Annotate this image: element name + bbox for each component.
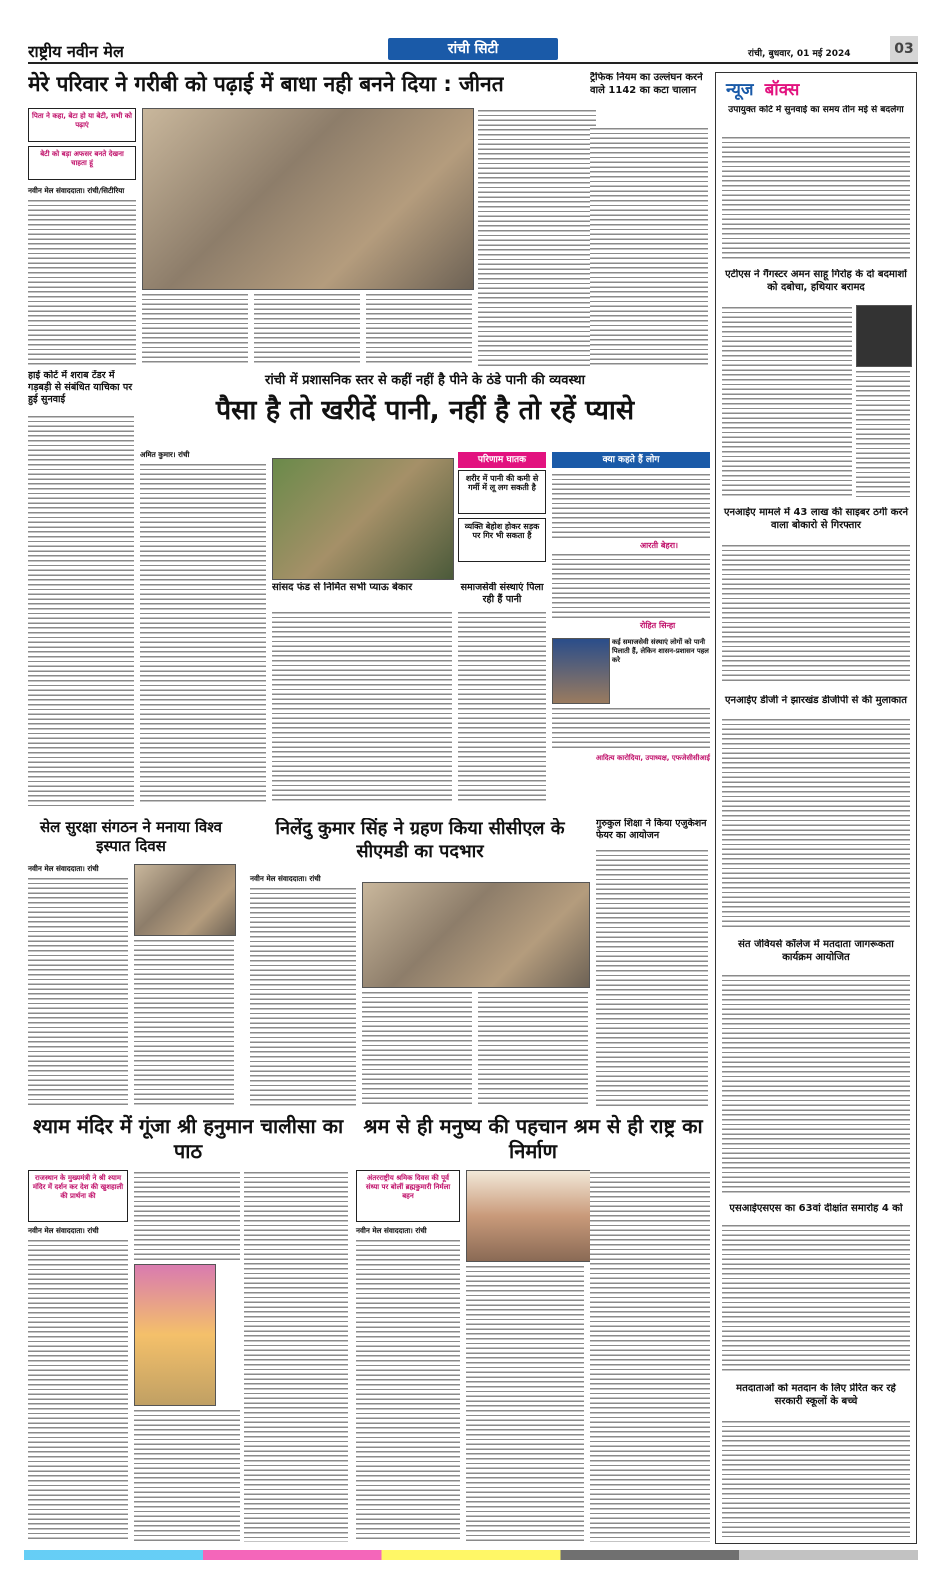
lead-quote-2: बेटी को बड़ा अफसर बनते देखना चाहता हूं xyxy=(28,146,136,180)
news-item-4-headline: एनआईए डीजी ने झारखंड डीजीपी से की मुलाकात xyxy=(725,695,907,706)
highcourt-headline: हाई कोर्ट में शराब टेंडर में गड़बड़ी से संबंधित याचिका पर हुई सुनवाई xyxy=(28,370,133,405)
temple-photo xyxy=(134,1264,216,1406)
traffic-story xyxy=(590,72,708,368)
temple-headline: श्याम मंदिर में गूंजा श्री हनुमान चालीसा का पाठ xyxy=(32,1114,344,1163)
official-quote: कई समाजसेवी संस्थाएं लोगों को पानी पिलाती हैं, लेकिन शासन-प्रशासन पहल करे xyxy=(612,638,709,664)
lead-headline: मेरे परिवार ने गरीबी को पढ़ाई में बाधा नही बनने दिया : जीनत xyxy=(28,72,504,96)
lead-body-col2 xyxy=(142,292,248,366)
person-2: रोहित सिन्हा xyxy=(640,621,676,630)
steel-photo xyxy=(134,864,236,936)
steel-story: सेल सुरक्षा संगठन ने मनाया विश्व इस्पात दिवस नवीन मेल संवाददाता। रांची xyxy=(28,818,234,1108)
gurukul-headline: गुरुकुल शिक्षा ने किया एजुकेशन फेयर का आयोजन xyxy=(596,818,707,841)
ngo-headline: समाजसेवी संस्थाएं पिला रही हैं पानी xyxy=(460,582,544,605)
lead-body-col5 xyxy=(478,108,596,366)
labour-photo xyxy=(466,1170,598,1262)
news-box xyxy=(715,72,917,1544)
temple-quote: राजस्थान के मुख्यमंत्री ने श्री श्याम मंदिर में दर्शन कर देश की खुशहाली की प्रार्थना की xyxy=(28,1170,128,1222)
water-photo xyxy=(272,458,454,580)
people-say-tag: क्या कहते हैं लोग xyxy=(552,452,710,468)
news-item-1-headline: उपायुक्त कोर्ट में सुनवाई का समय तीन मई से बदलेगा xyxy=(728,105,904,115)
traffic-headline: ट्रैफिक नियम का उल्लंघन करने वाले 1142 का कटा चालान xyxy=(590,72,703,96)
lead-body-col3 xyxy=(254,292,360,366)
water-kicker: रांची में प्रशासनिक स्तर से कहीं नहीं है पीने के ठंडे पानी की व्यवस्था xyxy=(265,373,585,388)
result-point-2: व्यक्ति बेहोश होकर सड़क पर गिर भी सकता है xyxy=(458,518,546,562)
dateline: रांची, बुधवार, 01 मई 2024 xyxy=(748,49,851,59)
ccl-photo xyxy=(362,882,590,988)
news-item-2-photo xyxy=(856,305,912,367)
labour-quote: अंतरराष्ट्रीय श्रमिक दिवस की पूर्व संध्या पर बोलीं ब्रह्मकुमारी निर्मला बहन xyxy=(356,1170,460,1222)
masthead xyxy=(28,36,918,66)
result-tag: परिणाम घातक xyxy=(458,452,546,468)
temple-story: श्याम मंदिर में गूंजा श्री हनुमान चालीसा का पाठ राजस्थान के मुख्यमंत्री ने श्री श्याम मंदिर में दर्शन कर देश की खुशहाली की प्रार्थना की नवीन मेल संवाददाता। रांची xyxy=(28,1114,348,1544)
color-bar xyxy=(24,1550,918,1560)
gurukul-story xyxy=(596,818,708,1108)
lead-quote-1: पिता ने कहा, बेटा हो या बेटी, सभी को पढ़ाएं xyxy=(28,108,136,142)
result-point-1: शरीर में पानी की कमी से गर्मी में लू लग सकती है xyxy=(458,470,546,514)
news-item-7-headline: मतदाताओं को मतदान के लिए प्रेरित कर रहे सरकारी स्कूलों के बच्चे xyxy=(736,1383,896,1407)
news-item-3-headline: एनआईए मामले में 43 लाख की साइबर ठगी करने वाला बोकारो से गिरफ्तार xyxy=(723,507,909,531)
page-number: 03 xyxy=(890,36,918,62)
labour-story: श्रम से ही मनुष्य की पहचान श्रम से ही राष्ट्र का निर्माण अंतरराष्ट्रीय श्रमिक दिवस की पूर्व संध्या पर बोलीं ब्रह्मकुमारी निर्मला बहन नवीन मेल संवाददाता। रांची xyxy=(356,1114,710,1544)
lead-body-col1 xyxy=(28,198,136,366)
lead-story xyxy=(28,70,598,368)
official-photo xyxy=(552,638,610,704)
water-byline: अमित कुमार। रांची xyxy=(140,450,190,459)
person-1: आरती बेहरा। xyxy=(640,541,679,550)
paper-name: राष्ट्रीय नवीन मेल xyxy=(28,42,124,61)
highcourt-story xyxy=(28,370,134,810)
water-photo-caption: सांसद फंड से निर्मित सभी प्याऊ बेकार xyxy=(272,582,413,593)
labour-headline: श्रम से ही मनुष्य की पहचान श्रम से ही राष्ट्र का निर्माण xyxy=(363,1114,703,1163)
water-story xyxy=(140,370,710,810)
official-name: आदित्य कारोदिया, उपाध्यक्ष, एफजेसीसीआई xyxy=(595,754,710,762)
lead-body-col4 xyxy=(366,292,472,366)
ccl-story: निलेंदु कुमार सिंह ने ग्रहण किया सीसीएल के सीएमडी का पदभार नवीन मेल संवाददाता। रांची xyxy=(250,818,590,1108)
news-item-6-headline: एसआईएसएस का 63वां दीक्षांत समारोह 4 को xyxy=(729,1203,903,1214)
water-headline: पैसा है तो खरीदें पानी, नहीं है तो रहें प्यासे xyxy=(215,395,635,426)
news-item-2-headline: एटीएस ने गैंगस्टर अमन साहू गिरोह के दो बदमाशों को दबोचा, हथियार बरामद xyxy=(725,269,907,293)
news-box-header: न्यूज बॉक्स xyxy=(726,80,800,100)
steel-headline: सेल सुरक्षा संगठन ने मनाया विश्व इस्पात दिवस xyxy=(40,818,222,855)
news-item-5-headline: संत जेवियर्स कॉलेज में मतदाता जागरूकता कार्यक्रम आयोजित xyxy=(738,939,894,963)
ccl-headline: निलेंदु कुमार सिंह ने ग्रहण किया सीसीएल के सीएमडी का पदभार xyxy=(275,818,565,862)
lead-byline: नवीन मेल संवाददाता। रांची/सिटीरिया xyxy=(28,186,125,195)
lead-photo xyxy=(142,108,474,290)
traffic-body xyxy=(590,126,708,366)
section-tab xyxy=(388,38,558,60)
section-title: रांची सिटी xyxy=(447,41,499,57)
